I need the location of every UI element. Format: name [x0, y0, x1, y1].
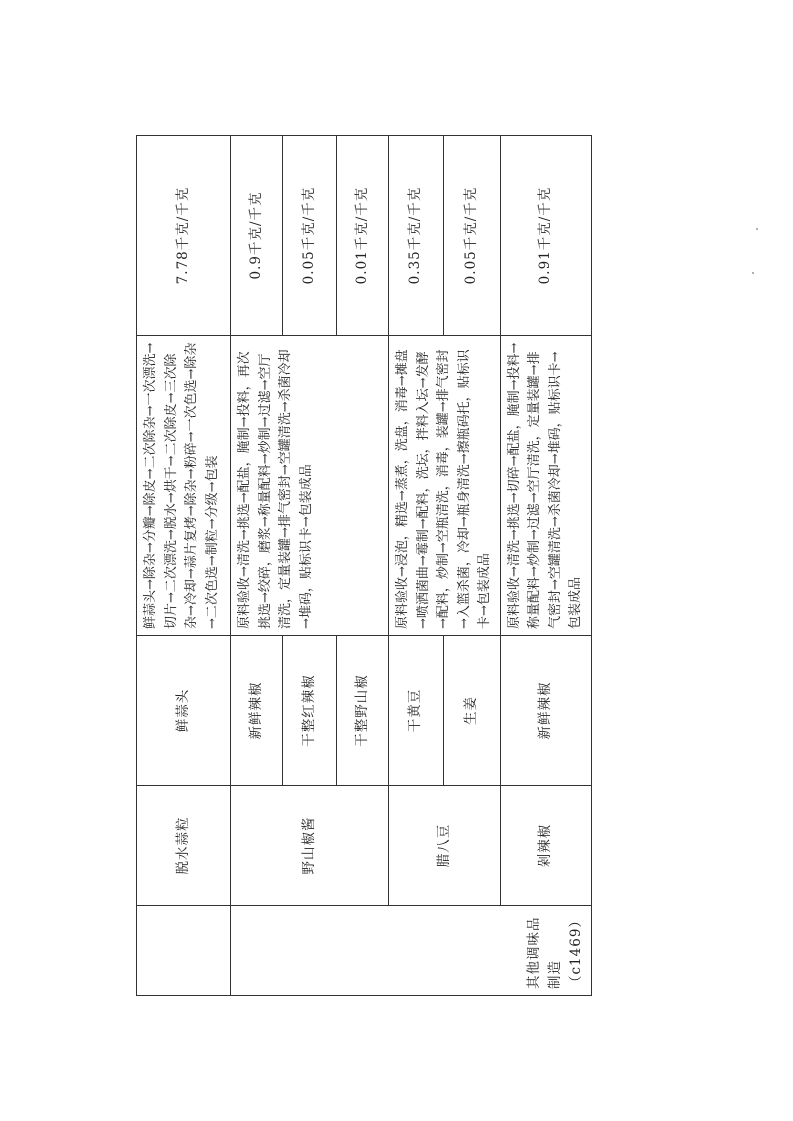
consumption-value: 0.35千克/千克: [407, 186, 424, 285]
product-name: 剁辣椒: [537, 823, 553, 868]
industry-label: 其他调味品制造（c1469）: [525, 913, 584, 989]
product-cell: [231, 786, 389, 906]
scan-speck: [756, 228, 758, 230]
rotated-content: [136, 136, 584, 996]
product-cell: [500, 786, 591, 906]
process-cell: [137, 336, 231, 636]
process-cell: [500, 336, 591, 636]
material-name: 新鲜辣椒: [248, 681, 264, 740]
consumption-cell: [337, 136, 389, 336]
process-text: 鲜蒜头→除杂→分瓣→除皮→二次除杂→一次漂洗→切片→二次漂洗→脱水→烘干→二次除皮→三次除杂→冷却→蒜片复烤→除杂→粉碎→一次色选→除杂→二次色选→制粒→分级→包装: [143, 342, 220, 629]
consumption-cell: [389, 136, 444, 336]
product-cell: [389, 786, 501, 906]
product-name: 野山椒酱: [301, 816, 317, 875]
consumption-cell: [283, 136, 337, 336]
consumption-value: 0.05千克/千克: [463, 186, 480, 285]
consumption-cell: [231, 136, 283, 336]
material-cell: [283, 636, 337, 786]
material-cell: [337, 636, 389, 786]
industry-cell: [231, 906, 592, 996]
industry-cell-empty: [137, 906, 231, 996]
material-name: 生姜: [463, 696, 480, 725]
process-text: 原料验收→浸泡，精选→蒸煮，洗盘，消毒→摊盘→喷洒菌曲→霉制→配料，洗坛，拌料入坛→发酵→配料，炒制→空瓶清洗，消毒，装罐→排气密封→入篮杀菌，冷却→瓶身清洗→擦瓶码托，贴标识卡→包装成品: [395, 349, 492, 629]
scan-speck: [752, 272, 754, 274]
product-cell: [137, 786, 231, 906]
table-row: [389, 136, 444, 996]
material-cell: [443, 636, 500, 786]
material-name: 干整野山椒: [354, 674, 370, 747]
table-row: [500, 136, 591, 996]
consumption-value: 0.9千克/千克: [248, 191, 264, 280]
material-consumption-table: [136, 135, 592, 996]
table-row: [137, 136, 231, 996]
consumption-value: 7.78千克/千克: [175, 186, 191, 285]
material-name: 新鲜辣椒: [537, 681, 553, 740]
consumption-value: 0.91千克/千克: [537, 186, 553, 285]
material-cell: [231, 636, 283, 786]
process-cell: [389, 336, 501, 636]
rotated-table-frame: [136, 136, 584, 996]
table-row: [231, 136, 283, 996]
consumption-cell: [137, 136, 231, 336]
product-name: 脱水蒜粒: [175, 816, 191, 875]
material-cell: [389, 636, 444, 786]
material-cell: [500, 636, 591, 786]
material-name: 干整红辣椒: [301, 674, 317, 747]
consumption-cell: [443, 136, 500, 336]
process-text: 原料验收→清洗→挑选→配盐，腌制→投料，再次挑选→绞碎，磨浆→称量配料→炒制→过滤→空厅清洗，定量装罐→排气密封→空罐清洗→杀菌冷却→堆码，贴标识卡→包装成品: [237, 349, 314, 629]
process-text: 原料验收→清洗→挑选→切碎→配盐，腌制→投料→称量配料→炒制→过滤→空厅清洗，定量装罐→排气密封→空罐清洗→杀菌冷却→堆码，贴标识卡→包装成品: [506, 342, 583, 629]
process-cell: [231, 336, 389, 636]
consumption-value: 0.01千克/千克: [354, 186, 370, 285]
material-name: 鲜蒜头: [175, 688, 191, 733]
material-name: 干黄豆: [407, 688, 424, 733]
material-cell: [137, 636, 231, 786]
product-name: 腊八豆: [435, 823, 452, 868]
consumption-cell: [500, 136, 591, 336]
consumption-value: 0.05千克/千克: [301, 186, 317, 285]
